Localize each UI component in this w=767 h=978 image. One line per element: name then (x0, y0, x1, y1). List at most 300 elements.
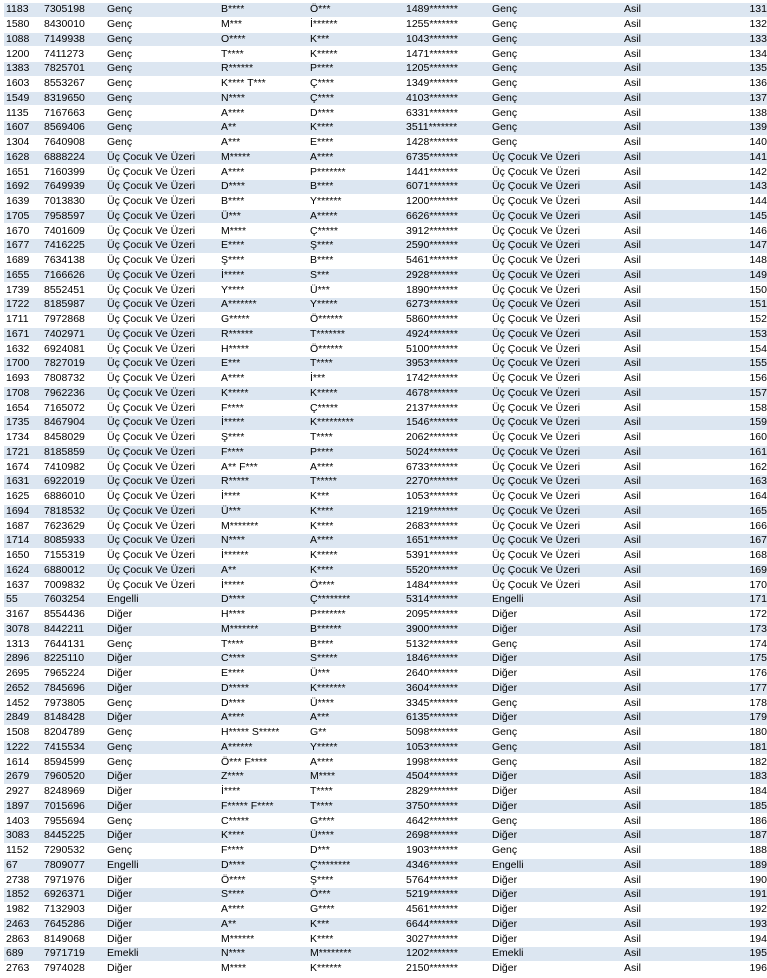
basvuru-no-cell: 3083 (4, 829, 42, 844)
kura-kategori-cell: Üç Çocuk Ve Üzeri (490, 239, 622, 254)
ad-cell: Ö**** (219, 873, 308, 888)
kura-no-cell: 7973805 (42, 696, 105, 711)
ad-cell: Ş**** (219, 430, 308, 445)
basvuru-no-cell: 1674 (4, 460, 42, 475)
sira-no-cell: 140 (724, 135, 767, 150)
soyad-cell: K*** (308, 489, 404, 504)
soyad-cell: T**** (308, 799, 404, 814)
soyad-cell: T***** (308, 475, 404, 490)
soyad-cell: P******* (308, 607, 404, 622)
tc-kimlik-no-cell: 5100******* (404, 342, 490, 357)
kura-no-cell: 7410982 (42, 460, 105, 475)
kura-no-cell: 7974028 (42, 961, 105, 976)
durum-cell: Asil (622, 578, 724, 593)
kura-kategori-cell: Genç (490, 637, 622, 652)
kategori-cell: Genç (105, 755, 219, 770)
kura-kategori-cell: Genç (490, 135, 622, 150)
tc-kimlik-no-cell: 4504******* (404, 770, 490, 785)
kura-no-cell: 7958597 (42, 209, 105, 224)
tc-kimlik-no-cell: 3604******* (404, 681, 490, 696)
kategori-cell: Diğer (105, 829, 219, 844)
sira-no-cell: 134 (724, 47, 767, 62)
ad-cell: D**** (219, 696, 308, 711)
table-row (4, 224, 767, 239)
durum-cell: Asil (622, 135, 724, 150)
soyad-cell: B**** (308, 180, 404, 195)
soyad-cell: İ****** (308, 17, 404, 32)
sira-no-cell: 139 (724, 121, 767, 136)
tc-kimlik-no-cell: 4924******* (404, 327, 490, 342)
soyad-cell: K****** (308, 961, 404, 976)
kura-kategori-cell: Genç (490, 106, 622, 121)
kura-kategori-cell: Üç Çocuk Ve Üzeri (490, 165, 622, 180)
kura-no-cell: 8553267 (42, 76, 105, 91)
table-row (4, 91, 767, 106)
table-row (4, 416, 767, 431)
tc-kimlik-no-cell: 5764******* (404, 873, 490, 888)
sira-no-cell: 189 (724, 858, 767, 873)
kategori-cell: Üç Çocuk Ve Üzeri (105, 239, 219, 254)
basvuru-no-cell: 1897 (4, 799, 42, 814)
ad-cell: D***** (219, 681, 308, 696)
table-row (4, 47, 767, 62)
kura-kategori-cell: Üç Çocuk Ve Üzeri (490, 578, 622, 593)
durum-cell: Asil (622, 696, 724, 711)
kura-no-cell: 7623629 (42, 519, 105, 534)
durum-cell: Asil (622, 799, 724, 814)
durum-cell: Asil (622, 194, 724, 209)
table-row (4, 327, 767, 342)
table-row (4, 666, 767, 681)
kategori-cell: Üç Çocuk Ve Üzeri (105, 327, 219, 342)
ad-cell: C**** (219, 652, 308, 667)
soyad-cell: G**** (308, 814, 404, 829)
tc-kimlik-no-cell: 1742******* (404, 371, 490, 386)
basvuru-no-cell: 1222 (4, 740, 42, 755)
sira-no-cell: 179 (724, 711, 767, 726)
ad-cell: D**** (219, 593, 308, 608)
kategori-cell: Diğer (105, 652, 219, 667)
ad-cell: T**** (219, 637, 308, 652)
basvuru-no-cell: 1734 (4, 430, 42, 445)
durum-cell: Asil (622, 416, 724, 431)
basvuru-no-cell: 2695 (4, 666, 42, 681)
durum-cell: Asil (622, 62, 724, 77)
basvuru-no-cell: 1607 (4, 121, 42, 136)
soyad-cell: A***** (308, 209, 404, 224)
sira-no-cell: 191 (724, 888, 767, 903)
kura-no-cell: 8445225 (42, 829, 105, 844)
tc-kimlik-no-cell: 5132******* (404, 637, 490, 652)
soyad-cell: Y****** (308, 194, 404, 209)
kura-no-cell: 6886010 (42, 489, 105, 504)
kura-kategori-cell: Üç Çocuk Ve Üzeri (490, 430, 622, 445)
tc-kimlik-no-cell: 6331******* (404, 106, 490, 121)
kura-no-cell: 8319650 (42, 91, 105, 106)
kategori-cell: Üç Çocuk Ve Üzeri (105, 519, 219, 534)
kura-kategori-cell: Üç Çocuk Ve Üzeri (490, 445, 622, 460)
soyad-cell: G** (308, 725, 404, 740)
table-row (4, 961, 767, 976)
table-row (4, 917, 767, 932)
soyad-cell: K***** (308, 548, 404, 563)
tc-kimlik-no-cell: 1202******* (404, 947, 490, 962)
kura-kategori-cell: Diğer (490, 902, 622, 917)
durum-cell: Asil (622, 784, 724, 799)
kura-kategori-cell: Diğer (490, 711, 622, 726)
basvuru-no-cell: 2652 (4, 681, 42, 696)
kura-no-cell: 8458029 (42, 430, 105, 445)
kategori-cell: Üç Çocuk Ve Üzeri (105, 578, 219, 593)
sira-no-cell: 142 (724, 165, 767, 180)
kura-no-cell: 7809077 (42, 858, 105, 873)
kura-kategori-cell: Üç Çocuk Ve Üzeri (490, 298, 622, 313)
tc-kimlik-no-cell: 6733******* (404, 460, 490, 475)
kategori-cell: Üç Çocuk Ve Üzeri (105, 386, 219, 401)
tc-kimlik-no-cell: 2683******* (404, 519, 490, 534)
kura-kategori-cell: Emekli (490, 947, 622, 962)
basvuru-no-cell: 1700 (4, 357, 42, 372)
tc-kimlik-no-cell: 2640******* (404, 666, 490, 681)
kura-kategori-cell: Diğer (490, 681, 622, 696)
kategori-cell: Diğer (105, 961, 219, 976)
tc-kimlik-no-cell: 1890******* (404, 283, 490, 298)
sira-no-cell: 184 (724, 784, 767, 799)
table-row (4, 76, 767, 91)
durum-cell: Asil (622, 548, 724, 563)
basvuru-no-cell: 1313 (4, 637, 42, 652)
tc-kimlik-no-cell: 1998******* (404, 755, 490, 770)
kura-no-cell: 7634138 (42, 253, 105, 268)
table-row (4, 755, 767, 770)
kura-no-cell: 7165072 (42, 401, 105, 416)
basvuru-no-cell: 1508 (4, 725, 42, 740)
durum-cell: Asil (622, 829, 724, 844)
sira-no-cell: 196 (724, 961, 767, 976)
ad-cell: A****** (219, 740, 308, 755)
kura-kategori-cell: Diğer (490, 917, 622, 932)
ad-cell: İ**** (219, 489, 308, 504)
soyad-cell: Ç**** (308, 76, 404, 91)
soyad-cell: A*** (308, 711, 404, 726)
ad-cell: Ü*** (219, 504, 308, 519)
basvuru-no-cell: 1549 (4, 91, 42, 106)
kategori-cell: Diğer (105, 681, 219, 696)
basvuru-no-cell: 1982 (4, 902, 42, 917)
kura-kategori-cell: Üç Çocuk Ve Üzeri (490, 563, 622, 578)
sira-no-cell: 192 (724, 902, 767, 917)
kategori-cell: Üç Çocuk Ve Üzeri (105, 563, 219, 578)
kategori-cell: Genç (105, 3, 219, 17)
kura-kategori-cell: Genç (490, 696, 622, 711)
kura-no-cell: 8467904 (42, 416, 105, 431)
durum-cell: Asil (622, 902, 724, 917)
sira-no-cell: 133 (724, 32, 767, 47)
kura-no-cell: 8552451 (42, 283, 105, 298)
durum-cell: Asil (622, 150, 724, 165)
basvuru-no-cell: 1708 (4, 386, 42, 401)
durum-cell: Asil (622, 401, 724, 416)
table-row (4, 548, 767, 563)
kura-no-cell: 7415534 (42, 740, 105, 755)
sira-no-cell: 136 (724, 76, 767, 91)
basvuru-no-cell: 1628 (4, 150, 42, 165)
table-row (4, 829, 767, 844)
kura-no-cell: 8185859 (42, 445, 105, 460)
sira-no-cell: 135 (724, 62, 767, 77)
sira-no-cell: 173 (724, 622, 767, 637)
ad-cell: N**** (219, 91, 308, 106)
basvuru-no-cell: 1625 (4, 489, 42, 504)
kura-kategori-cell: Diğer (490, 666, 622, 681)
ad-cell: S**** (219, 888, 308, 903)
ad-cell: D**** (219, 180, 308, 195)
sira-no-cell: 170 (724, 578, 767, 593)
kategori-cell: Genç (105, 91, 219, 106)
kategori-cell: Diğer (105, 917, 219, 932)
table-row (4, 386, 767, 401)
durum-cell: Asil (622, 755, 724, 770)
durum-cell: Asil (622, 371, 724, 386)
durum-cell: Asil (622, 681, 724, 696)
basvuru-no-cell: 1624 (4, 563, 42, 578)
kura-no-cell: 7649939 (42, 180, 105, 195)
tc-kimlik-no-cell: 4678******* (404, 386, 490, 401)
tc-kimlik-no-cell: 3027******* (404, 932, 490, 947)
durum-cell: Asil (622, 17, 724, 32)
tc-kimlik-no-cell: 2829******* (404, 784, 490, 799)
soyad-cell: K**** (308, 121, 404, 136)
tc-kimlik-no-cell: 5098******* (404, 725, 490, 740)
soyad-cell: K**** (308, 563, 404, 578)
table-row (4, 622, 767, 637)
basvuru-no-cell: 1677 (4, 239, 42, 254)
soyad-cell: P**** (308, 445, 404, 460)
table-row (4, 460, 767, 475)
kategori-cell: Diğer (105, 888, 219, 903)
basvuru-no-cell: 2896 (4, 652, 42, 667)
sira-no-cell: 177 (724, 681, 767, 696)
table-row (4, 445, 767, 460)
sira-no-cell: 169 (724, 563, 767, 578)
tc-kimlik-no-cell: 6735******* (404, 150, 490, 165)
sira-no-cell: 188 (724, 843, 767, 858)
ad-cell: F**** (219, 401, 308, 416)
sira-no-cell: 194 (724, 932, 767, 947)
kura-kategori-cell: Genç (490, 843, 622, 858)
kategori-cell: Genç (105, 17, 219, 32)
tc-kimlik-no-cell: 6071******* (404, 180, 490, 195)
kura-no-cell: 6922019 (42, 475, 105, 490)
basvuru-no-cell: 1403 (4, 814, 42, 829)
ad-cell: M******* (219, 622, 308, 637)
durum-cell: Asil (622, 445, 724, 460)
basvuru-no-cell: 1692 (4, 180, 42, 195)
basvuru-no-cell: 1088 (4, 32, 42, 47)
durum-cell: Asil (622, 298, 724, 313)
durum-cell: Asil (622, 91, 724, 106)
ad-cell: M***** (219, 150, 308, 165)
tc-kimlik-no-cell: 1489******* (404, 3, 490, 17)
kategori-cell: Genç (105, 47, 219, 62)
sira-no-cell: 160 (724, 430, 767, 445)
soyad-cell: T**** (308, 357, 404, 372)
basvuru-no-cell: 55 (4, 593, 42, 608)
sira-no-cell: 180 (724, 725, 767, 740)
kategori-cell: Üç Çocuk Ve Üzeri (105, 268, 219, 283)
ad-cell: M*** (219, 17, 308, 32)
sira-no-cell: 146 (724, 224, 767, 239)
soyad-cell: Ş**** (308, 873, 404, 888)
durum-cell: Asil (622, 209, 724, 224)
kura-kategori-cell: Üç Çocuk Ve Üzeri (490, 534, 622, 549)
basvuru-no-cell: 2463 (4, 917, 42, 932)
tc-kimlik-no-cell: 1053******* (404, 740, 490, 755)
kura-kategori-cell: Genç (490, 32, 622, 47)
sira-no-cell: 174 (724, 637, 767, 652)
tc-kimlik-no-cell: 1484******* (404, 578, 490, 593)
durum-cell: Asil (622, 622, 724, 637)
kategori-cell: Diğer (105, 932, 219, 947)
durum-cell: Asil (622, 430, 724, 445)
kura-no-cell: 8248969 (42, 784, 105, 799)
sira-no-cell: 158 (724, 401, 767, 416)
sira-no-cell: 187 (724, 829, 767, 844)
basvuru-no-cell: 1383 (4, 62, 42, 77)
durum-cell: Asil (622, 917, 724, 932)
tc-kimlik-no-cell: 1846******* (404, 652, 490, 667)
kura-no-cell: 7971719 (42, 947, 105, 962)
sira-no-cell: 175 (724, 652, 767, 667)
sira-no-cell: 193 (724, 917, 767, 932)
kura-kategori-cell: Üç Çocuk Ve Üzeri (490, 401, 622, 416)
ad-cell: A**** (219, 165, 308, 180)
kura-kategori-cell: Üç Çocuk Ve Üzeri (490, 489, 622, 504)
soyad-cell: Ö****** (308, 342, 404, 357)
table-row (4, 843, 767, 858)
ad-cell: E*** (219, 357, 308, 372)
kategori-cell: Üç Çocuk Ve Üzeri (105, 445, 219, 460)
sira-no-cell: 156 (724, 371, 767, 386)
sira-no-cell: 153 (724, 327, 767, 342)
table-row (4, 401, 767, 416)
table-row (4, 106, 767, 121)
ad-cell: H***** (219, 342, 308, 357)
durum-cell: Asil (622, 607, 724, 622)
kura-kategori-cell: Üç Çocuk Ve Üzeri (490, 209, 622, 224)
kura-kategori-cell: Genç (490, 62, 622, 77)
durum-cell: Asil (622, 711, 724, 726)
table-row (4, 357, 767, 372)
tc-kimlik-no-cell: 1441******* (404, 165, 490, 180)
ad-cell: A******* (219, 298, 308, 313)
kategori-cell: Diğer (105, 607, 219, 622)
kura-kategori-cell: Üç Çocuk Ve Üzeri (490, 224, 622, 239)
ad-cell: A**** (219, 711, 308, 726)
kura-kategori-cell: Üç Çocuk Ve Üzeri (490, 194, 622, 209)
basvuru-no-cell: 1687 (4, 519, 42, 534)
basvuru-no-cell: 1694 (4, 504, 42, 519)
tc-kimlik-no-cell: 4642******* (404, 814, 490, 829)
kura-kategori-cell: Diğer (490, 873, 622, 888)
soyad-cell: S***** (308, 652, 404, 667)
table-row (4, 475, 767, 490)
kura-no-cell: 8554436 (42, 607, 105, 622)
soyad-cell: Ö****** (308, 312, 404, 327)
table-row (4, 696, 767, 711)
sira-no-cell: 186 (724, 814, 767, 829)
tc-kimlik-no-cell: 2590******* (404, 239, 490, 254)
kategori-cell: Üç Çocuk Ve Üzeri (105, 504, 219, 519)
soyad-cell: Ç**** (308, 91, 404, 106)
table-row (4, 268, 767, 283)
kategori-cell: Genç (105, 106, 219, 121)
soyad-cell: B**** (308, 253, 404, 268)
table-row (4, 342, 767, 357)
ad-cell: A**** (219, 371, 308, 386)
kura-no-cell: 7971976 (42, 873, 105, 888)
tc-kimlik-no-cell: 1053******* (404, 489, 490, 504)
durum-cell: Asil (622, 593, 724, 608)
basvuru-no-cell: 1580 (4, 17, 42, 32)
ad-cell: B**** (219, 3, 308, 17)
soyad-cell: Ü**** (308, 829, 404, 844)
sira-no-cell: 162 (724, 460, 767, 475)
kura-no-cell: 7818532 (42, 504, 105, 519)
tc-kimlik-no-cell: 3912******* (404, 224, 490, 239)
soyad-cell: M******** (308, 947, 404, 962)
basvuru-no-cell: 2738 (4, 873, 42, 888)
table-row (4, 725, 767, 740)
kategori-cell: Genç (105, 62, 219, 77)
soyad-cell: K***** (308, 47, 404, 62)
basvuru-no-cell: 1693 (4, 371, 42, 386)
basvuru-no-cell: 2863 (4, 932, 42, 947)
soyad-cell: K***** (308, 386, 404, 401)
durum-cell: Asil (622, 652, 724, 667)
durum-cell: Asil (622, 475, 724, 490)
soyad-cell: G**** (308, 902, 404, 917)
tc-kimlik-no-cell: 2270******* (404, 475, 490, 490)
kura-no-cell: 7402971 (42, 327, 105, 342)
kategori-cell: Genç (105, 740, 219, 755)
basvuru-no-cell: 1735 (4, 416, 42, 431)
ad-cell: E**** (219, 239, 308, 254)
durum-cell: Asil (622, 283, 724, 298)
basvuru-no-cell: 3167 (4, 607, 42, 622)
durum-cell: Asil (622, 888, 724, 903)
table-row (4, 489, 767, 504)
kura-no-cell: 8430010 (42, 17, 105, 32)
sira-no-cell: 150 (724, 283, 767, 298)
sira-no-cell: 152 (724, 312, 767, 327)
kura-no-cell: 7166626 (42, 268, 105, 283)
tc-kimlik-no-cell: 5461******* (404, 253, 490, 268)
ad-cell: A**** (219, 106, 308, 121)
kategori-cell: Üç Çocuk Ve Üzeri (105, 342, 219, 357)
ad-cell: K***** (219, 386, 308, 401)
table-row (4, 504, 767, 519)
kura-kategori-cell: Üç Çocuk Ve Üzeri (490, 342, 622, 357)
soyad-cell: Ö*** (308, 3, 404, 17)
sira-no-cell: 143 (724, 180, 767, 195)
tc-kimlik-no-cell: 2095******* (404, 607, 490, 622)
kura-no-cell: 7149938 (42, 32, 105, 47)
tc-kimlik-no-cell: 5520******* (404, 563, 490, 578)
kura-kategori-cell: Üç Çocuk Ve Üzeri (490, 548, 622, 563)
kategori-cell: Üç Çocuk Ve Üzeri (105, 253, 219, 268)
durum-cell: Asil (622, 76, 724, 91)
